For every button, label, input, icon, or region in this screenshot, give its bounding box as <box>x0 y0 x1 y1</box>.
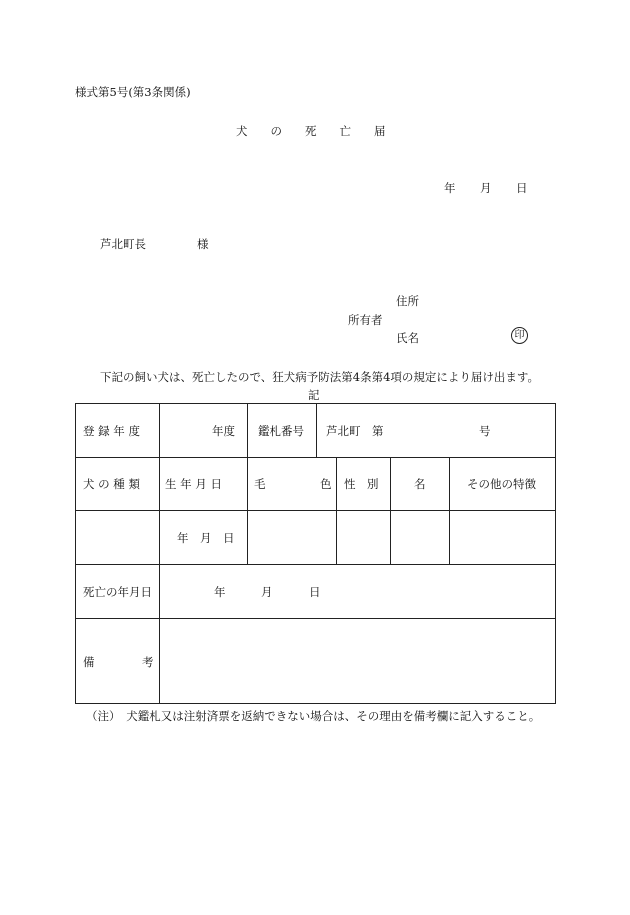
row-divider <box>76 564 555 565</box>
address-label: 住所 <box>396 294 419 308</box>
row-divider <box>76 457 555 458</box>
statement-text: 下記の飼い犬は、死亡したので、狂犬病予防法第4条第4項の規定により届け出ます。 <box>100 370 539 384</box>
addressee: 芦北町長 <box>100 237 146 251</box>
ki-label: 記 <box>308 388 320 402</box>
date-month-label: 月 <box>480 181 492 195</box>
death-date-label: 死亡の年月日 <box>83 585 152 599</box>
form-number: 様式第5号(第3条関係) <box>75 85 191 99</box>
owner-label: 所有者 <box>348 313 383 327</box>
form-title: 犬 の 死 亡 届 <box>236 124 386 138</box>
date-day-label: 日 <box>516 181 528 195</box>
reg-year-label: 登 録 年 度 <box>83 424 140 438</box>
seal-mark: 印 <box>511 327 528 344</box>
birth-label: 生 年 月 日 <box>165 477 222 491</box>
row-divider <box>76 510 555 511</box>
row-divider <box>76 618 555 619</box>
color-ke-label: 毛 <box>254 477 266 491</box>
col-divider <box>449 457 450 564</box>
addressee-suffix: 様 <box>197 237 209 251</box>
death-day-label: 日 <box>309 585 321 599</box>
sex-label: 性 別 <box>344 477 379 491</box>
nendo-label: 年度 <box>212 424 235 438</box>
death-year-label: 年 <box>214 585 226 599</box>
col-divider <box>159 404 160 703</box>
town-dai-label: 芦北町 第 <box>326 424 384 438</box>
color-iro-label: 色 <box>320 477 332 491</box>
remarks-bi-label: 備 <box>83 655 95 669</box>
col-divider <box>336 457 337 564</box>
birth-ymd-label: 年 月 日 <box>177 531 235 545</box>
other-features-label: その他の特徴 <box>467 477 536 491</box>
death-month-label: 月 <box>261 585 273 599</box>
col-divider <box>247 404 248 457</box>
tag-number-label: 鑑札番号 <box>258 424 304 438</box>
col-divider <box>247 457 248 564</box>
col-divider <box>316 404 317 457</box>
date-year-label: 年 <box>444 181 456 195</box>
col-divider <box>390 457 391 564</box>
dog-name-label: 名 <box>414 477 426 491</box>
footnote: （注） 犬鑑札又は注射済票を返納できない場合は、その理由を備考欄に記入すること。 <box>86 709 541 723</box>
breed-label: 犬 の 種 類 <box>83 477 140 491</box>
name-label: 氏名 <box>396 331 419 345</box>
registration-table <box>75 403 556 704</box>
go-label: 号 <box>479 424 491 438</box>
remarks-ko-label: 考 <box>142 655 154 669</box>
